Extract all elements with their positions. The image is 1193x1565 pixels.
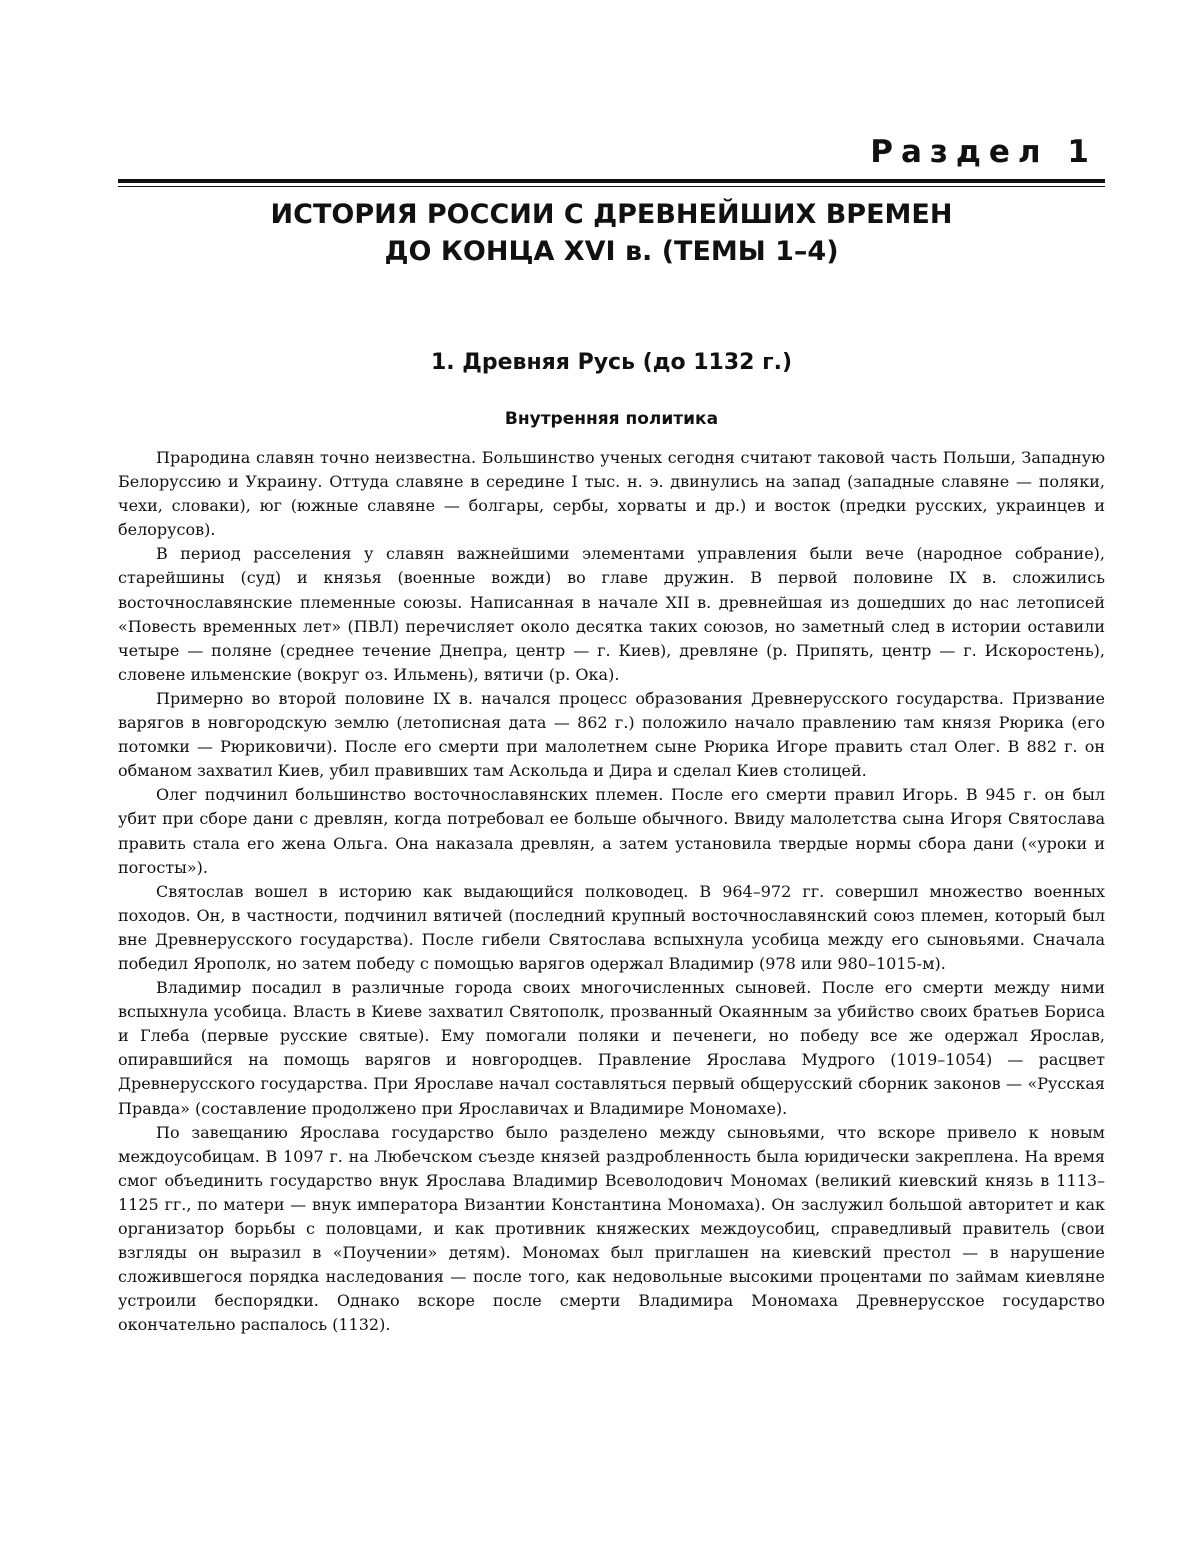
paragraph: Прародина славян точно неизвестна. Большинство ученых сегодня считают таковой часть Польши, Западную Белоруссию и Украину. Оттуда славяне в середине I тыс. н. э. двинулись на запад (западные славяне — поляки, чехи, словаки), юг (южные славяне — болгары, сербы, хорваты и др.) и восток (предки русских, украинцев и белорусов). bbox=[118, 448, 1105, 540]
paragraph: Примерно во второй половине IX в. начался процесс образования Древнерусского государства. Призвание варягов в новгородскую землю (летописная дата — 862 г.) положило начало правлению там князя Рюрика (его потомки — Рюриковичи). После его смерти при малолетнем сыне Рюрика Игоре править стал Олег. В 882 г. он обманом захватил Киев, убил правивших там Аскольда и Дира и сделал Киев столицей. bbox=[118, 688, 1105, 781]
paragraph: Владимир посадил в различные города своих многочисленных сыновей. После его смерти между ними вспыхнула усобица. Власть в Киеве захватил Святополк, прозванный Окаянным за убийство своих братьев Бориса и Глеба (первые русские святые). Ему помогали поляки и печенеги, но победу все же одержал Ярослав, опиравшийся на помощь варягов и новгородцев. Правление Ярослава Мудрого (1019–1054) — расцвет Древнерусского государства. При Ярославе начал составляться первый общерусский сборник законов — «Русская Правда» (составление продолжено при Ярославичах и Владимире Мономахе). bbox=[118, 978, 1105, 1118]
paragraph: По завещанию Ярослава государство было разделено между сыновьями, что вскоре привело к новым междоусобицам. В 1097 г. на Любечском съезде князей раздробленность была юридически закреплена. На время смог объединить государство внук Ярослава Владимир Всеволодович Мономах (великий киевский князь в 1113–1125 гг., по матери — внук императора Византии Константина Мономаха). Он заслужил большой авторитет и как организатор борьбы с половцами, и как противник княжеских междоусобиц, справедливый правитель (свои взгляды он выразил в «Поучении» детям). Мономах был приглашен на киевский престол — в нарушение сложившегося порядка наследования — после того, как недовольные высокими процентами по займам киевляне устроили беспорядки. Однако вскоре после смерти Владимира Мономаха Древнерусское государство окончательно распалось (1132). bbox=[118, 1122, 1105, 1335]
page bbox=[118, 0, 1105, 1565]
main-title-line-1: ИСТОРИЯ РОССИИ С ДРЕВНЕЙШИХ ВРЕМЕН bbox=[270, 199, 953, 230]
paragraph: В период расселения у славян важнейшими элементами управления были вече (народное собрание), старейшины (суд) и князья (военные вожди) во главе дружин. В первой половине IX в. сложились восточнославянские племенные союзы. Написанная в начале XII в. древнейшая из дошедших до нас летописей «Повесть временных лет» (ПВЛ) перечисляет около десятка таких союзов, но заметный след в истории оставили четыре — поляне (среднее течение Днепра, центр — г. Киев), древляне (р. Припять, центр — г. Искоростень), словене ильменские (вокруг оз. Ильмень), вятичи (р. Ока). bbox=[118, 544, 1105, 684]
chapter-title: 1. Древняя Русь (до 1132 г.) bbox=[430, 350, 793, 375]
main-title-line-2: ДО КОНЦА XVI в. (ТЕМЫ 1–4) bbox=[384, 236, 839, 267]
section-rule-thin bbox=[118, 186, 1105, 187]
subsection-title: Внутренняя политика bbox=[504, 409, 719, 429]
paragraph: Олег подчинил большинство восточнославянских племен. После его смерти правил Игорь. В 945 г. он был убит при сборе дани с древлян, когда потребовал ее больше обычного. Ввиду малолетства сына Игоря Святослава править стала его жена Ольга. Она наказала древлян, а затем установила твердые нормы сбора дани («уроки и погосты»). bbox=[118, 785, 1105, 877]
section-rule-thick bbox=[118, 179, 1105, 183]
main-title bbox=[118, 196, 1105, 270]
section-label: Раздел 1 bbox=[870, 134, 1097, 170]
paragraph: Святослав вошел в историю как выдающийся полководец. В 964–972 гг. совершил множество военных походов. Он, в частности, подчинил вятичей (последний крупный восточнославянский союз племен, который был вне Древнерусского государства). После гибели Святослава вспыхнула усобица между его сыновьями. Сначала победил Ярополк, но затем победу с помощью варягов одержал Владимир (978 или 980–1015-м). bbox=[118, 881, 1105, 973]
body-text bbox=[118, 446, 1105, 1337]
